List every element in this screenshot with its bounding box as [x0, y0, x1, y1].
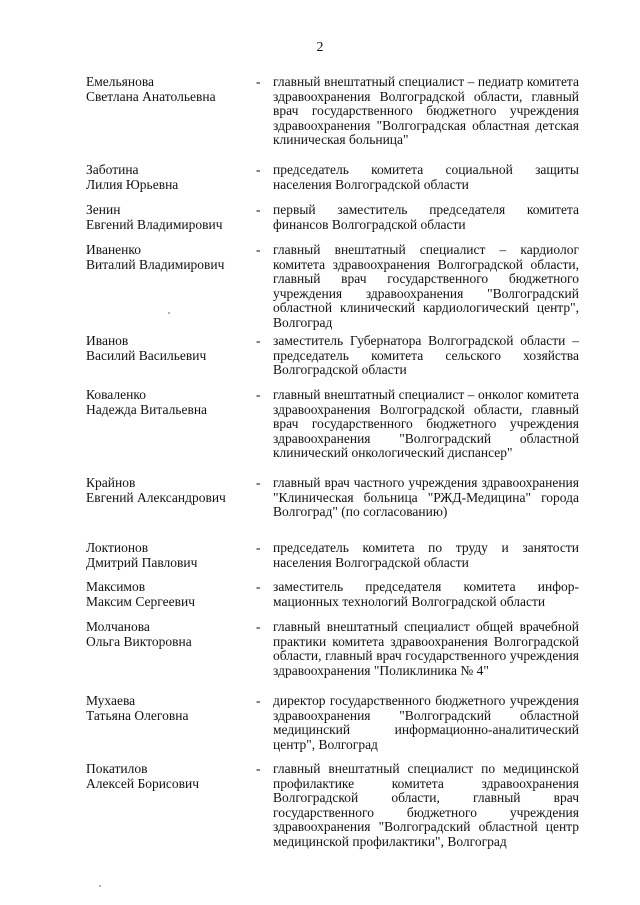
position-description: главный внештатный специалист – кардиолог комитета здравоохранения Волгоградской области, главный врач государственного бюджетного учреждения здравоохранения "Волгоградский областной клинический кардиологический центр", Волгоград	[273, 242, 579, 330]
position-description: заместитель председателя комитета информационных технологий Волгоградской области	[273, 579, 579, 609]
given-names: Дмитрий Павлович	[86, 554, 198, 570]
surname: Коваленко	[86, 387, 146, 402]
surname: Локтионов	[86, 540, 149, 555]
position-description: председатель комитета социальной защиты населения Волгоградской области	[273, 162, 579, 192]
person-name	[86, 163, 251, 192]
person-name	[86, 620, 251, 649]
scan-speck	[99, 885, 101, 887]
position-description: заместитель Губернатора Волгоградской области – председатель комитета сельского хозяйства Волгоградской области	[273, 333, 579, 377]
position-description: главный внештатный специалист по медицинской профилактике комитета здравоохранения Волгоградской области, главный врач государственного бюджетного учреждения здравоохранения "Волгоградский областной центр медицинской профилактики", Волгоград	[273, 761, 579, 849]
position-description: главный внештатный специалист общей врачебной практики комитета здравоохранения Волгоградской области, главный врач государственного учреждения здравоохранения "Поликлиника № 4"	[273, 619, 579, 678]
dash: -	[256, 693, 261, 708]
given-names: Алексей Борисович	[86, 775, 200, 791]
given-names: Лилия Юрьевна	[86, 176, 179, 192]
dash: -	[256, 242, 261, 257]
person-name	[86, 203, 251, 232]
position-description: главный внештатный специалист – онколог комитета здравоохранения Волгоградской области, главный врач государственного бюджетного учреждения здравоохранения "Волгоградский областной клинический онкологический диспансер"	[273, 387, 579, 460]
person-name	[86, 762, 251, 791]
person-name	[86, 388, 251, 417]
dash: -	[256, 74, 261, 89]
person-name	[86, 334, 251, 363]
position-description: главный врач частного учреждения здравоохранения "Клиническая больница "РЖД-Медицина" города Волгоград" (по согласованию)	[273, 475, 579, 519]
person-name	[86, 541, 251, 570]
dash: -	[256, 579, 261, 594]
person-name	[86, 75, 251, 104]
person-name	[86, 580, 251, 609]
surname: Емельянова	[86, 74, 155, 89]
dash: -	[256, 540, 261, 555]
dash: -	[256, 202, 261, 217]
page-number: 2	[316, 40, 324, 55]
scan-speck	[168, 312, 170, 314]
given-names: Надежда Витальевна	[86, 401, 208, 417]
position-description: первый заместитель председателя комитета финансов Волгоградской области	[273, 202, 579, 232]
dash: -	[256, 475, 261, 490]
person-name	[86, 694, 251, 723]
surname: Иванов	[86, 333, 129, 348]
surname: Крайнов	[86, 475, 136, 490]
given-names: Евгений Владимирович	[86, 216, 223, 232]
dash: -	[256, 619, 261, 634]
given-names: Виталий Владимирович	[86, 256, 225, 272]
surname: Молчанова	[86, 619, 150, 634]
person-name	[86, 476, 251, 505]
dash: -	[256, 387, 261, 402]
surname: Максимов	[86, 579, 146, 594]
surname: Мухаева	[86, 693, 136, 708]
position-description: председатель комитета по труду и занятости населения Волгоградской области	[273, 540, 579, 570]
given-names: Евгений Александрович	[86, 489, 226, 505]
person-name	[86, 243, 251, 272]
given-names: Татьяна Олеговна	[86, 707, 189, 723]
given-names: Ольга Викторовна	[86, 633, 192, 649]
position-description: главный внештатный специалист – педиатр комитета здравоохранения Волгоградской области, главный врач государственного бюджетного учреждения здравоохранения "Волгоградская областная детская клиническая больница"	[273, 74, 579, 147]
dash: -	[256, 333, 261, 348]
dash: -	[256, 761, 261, 776]
given-names: Василий Васильевич	[86, 347, 207, 363]
dash: -	[256, 162, 261, 177]
given-names: Максим Сергеевич	[86, 593, 195, 609]
position-description: директор государственного бюджетного учреждения здравоохранения "Волгоградский областной медицинский информационно-аналитический центр", Волгоград	[273, 693, 579, 752]
surname: Иваненко	[86, 242, 142, 257]
surname: Заботина	[86, 162, 139, 177]
given-names: Светлана Анатольевна	[86, 88, 216, 104]
surname: Зенин	[86, 202, 121, 217]
surname: Покатилов	[86, 761, 148, 776]
